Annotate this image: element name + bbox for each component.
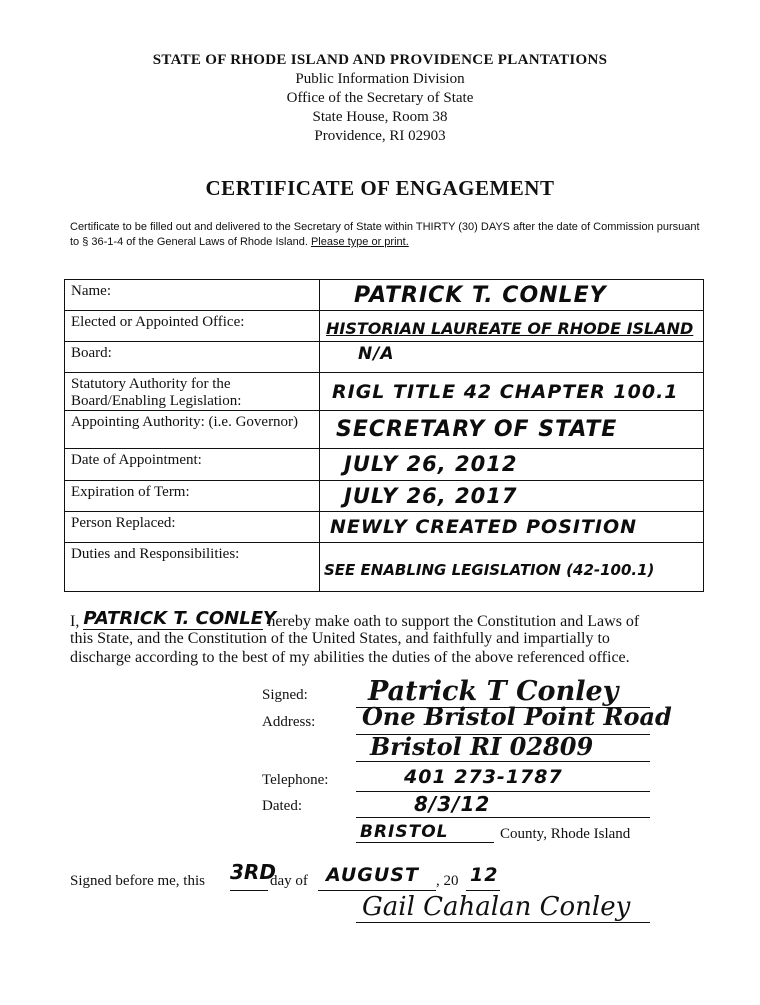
notary-year-prefix: , 20 [436,873,459,889]
telephone-label: Telephone: [262,772,329,788]
oath-line-2: this State, and the Constitution of the United States, and faithfully and impartially to [70,630,610,647]
oath-prefix: I, [70,613,80,630]
expiration-value: JULY 26, 2017 [344,484,518,508]
statutory-value: RIGL TITLE 42 CHAPTER 100.1 [332,381,679,403]
duties-value: SEE ENABLING LEGISLATION (42-100.1) [324,561,655,579]
telephone-value: 401 273-1787 [404,766,563,788]
instructions [70,220,700,250]
expiration-value-cell [320,481,704,512]
table-row [65,311,704,342]
address-line-2-rule [356,761,650,762]
instructions-text: Certificate to be filled out and delivered to the Secretary of State within THIRTY (30) DAYS after the date of Commission pursuant to § 36-1-4 of the General Laws of Rhode Island. [70,221,700,248]
appointing-value: SECRETARY OF STATE [336,417,618,442]
appointing-label: Appointing Authority: (i.e. Governor) [65,411,320,449]
table-row [65,512,704,543]
engagement-form-table [64,279,704,592]
dated-label: Dated: [262,798,302,814]
print-note: Please type or print. [310,236,409,248]
notary-day-line [230,890,268,891]
duties-label: Duties and Responsibilities: [65,543,320,592]
notary-year-value: 12 [470,864,499,886]
table-row [65,373,704,411]
office-value-cell [320,311,704,342]
page-title: CERTIFICATE OF ENGAGEMENT [205,176,555,200]
office-line: Office of the Secretary of State [286,90,474,106]
table-row [65,342,704,373]
division-line: Public Information Division [295,71,465,87]
address-label: Address: [262,714,316,730]
oath-name-field [83,608,277,630]
person-replaced-cell [320,512,704,543]
appointment-date-label: Date of Appointment: [65,449,320,481]
notary-day-value: 3RD [230,860,276,884]
table-row [65,449,704,481]
statutory-value-cell [320,373,704,411]
notary-signature-line [356,922,650,923]
state-header: STATE OF RHODE ISLAND AND PROVIDENCE PLANTATIONS [152,52,608,68]
notary-month-value: AUGUST [326,864,419,886]
signed-label: Signed: [262,687,308,703]
building-line: State House, Room 38 [312,109,448,125]
appointment-date-value: JULY 26, 2012 [344,452,518,476]
statutory-label: Statutory Authority for the Board/Enabling Legislation: [65,373,320,411]
county-line [356,842,494,843]
person-replaced-label: Person Replaced: [65,512,320,543]
office-value: HISTORIAN LAUREATE OF RHODE ISLAND [326,319,694,338]
name-label: Name: [65,280,320,311]
oath-line-3: discharge according to the best of my abilities the duties of the above referenced office. [70,649,630,666]
notary-day-label: day of [270,873,308,889]
table-row [65,543,704,592]
address-line-2: Bristol RI 02809 [370,732,594,761]
expiration-label: Expiration of Term: [65,481,320,512]
board-value-cell [320,342,704,373]
oath-line-1 [70,610,639,632]
address-line-1: One Bristol Point Road [362,702,672,731]
dated-value: 8/3/12 [414,792,491,816]
notary-prefix: Signed before me, this [70,873,205,889]
city-line: Providence, RI 02903 [314,128,446,144]
oath-name: PATRICK T. CONLEY [83,608,277,629]
board-value: N/A [358,344,395,364]
telephone-line [356,791,650,792]
oath-line1-suffix: hereby make oath to support the Constitution and Laws of [267,613,640,630]
county-label: County, Rhode Island [500,826,631,842]
board-label: Board: [65,342,320,373]
notary-month-line [318,890,436,891]
table-row [65,481,704,512]
notary-signature: Gail Cahalan Conley [362,892,631,922]
signed-value: Patrick T Conley [368,676,619,707]
county-value: BRISTOL [360,822,449,842]
office-label: Elected or Appointed Office: [65,311,320,342]
name-value: PATRICK T. CONLEY [354,283,607,308]
dated-line [356,817,650,818]
name-value-cell [320,280,704,311]
person-replaced-value: NEWLY CREATED POSITION [330,516,638,538]
appointment-date-cell [320,449,704,481]
table-row [65,411,704,449]
duties-value-cell [320,543,704,592]
notary-year-line [466,890,500,891]
appointing-value-cell [320,411,704,449]
table-row [65,280,704,311]
